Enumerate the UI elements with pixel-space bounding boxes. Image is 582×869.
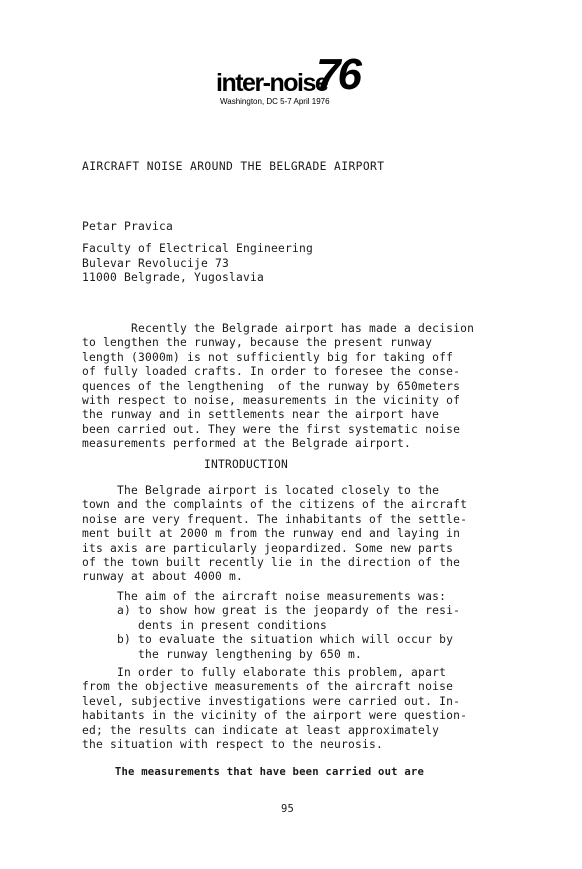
text-line: dents in present conditions (82, 618, 328, 632)
text-line: In order to fully elaborate this problem, apart (82, 666, 447, 679)
intro-paragraph-3 (82, 666, 467, 752)
intro-paragraph-4 (82, 765, 424, 779)
text-line: runway at about 4000 m. (82, 570, 244, 584)
text-line: town and the complaints of the citizens of the aircraft (82, 498, 468, 512)
abstract-paragraph (82, 322, 474, 452)
text-line: The Belgrade airport is located closely to the (82, 484, 440, 497)
logo-subtitle: Washington, DC 5-7 April 1976 (220, 97, 330, 106)
text-line: from the objective measurements of the aircraft noise (82, 680, 454, 694)
text-line: quences of the lengthening of the runway by 650meters (82, 379, 461, 393)
text-line: of the town built recently lie in the direction of the (82, 556, 461, 570)
logo-wordmark: inter-noise (216, 69, 328, 97)
logo-year-number: 76 (316, 50, 359, 99)
text-line: noise are very frequent. The inhabitants of the settle- (82, 512, 468, 526)
affiliation-line: 11000 Belgrade, Yugoslavia (82, 271, 265, 284)
intro-paragraph-1 (82, 484, 467, 585)
text-line: been carried out. They were the first systematic noise (82, 422, 461, 436)
author-name: Petar Pravica (82, 220, 174, 233)
text-line: the runway and in settlements near the airport have (82, 408, 440, 422)
text-line: ed; the results can indicate at least approximately (82, 723, 440, 737)
text-line: habitants in the vicinity of the airport were question- (82, 709, 468, 723)
text-line: Recently the Belgrade airport has made a decision (82, 322, 475, 335)
affiliation-block (82, 242, 313, 286)
conference-logo (216, 52, 366, 112)
text-line: the situation with respect to the neurosis. (82, 738, 384, 752)
page-number: 95 (281, 803, 295, 815)
text-line: The aim of the aircraft noise measurements was: (82, 590, 447, 603)
text-line: the runway lengthening by 650 m. (82, 647, 363, 661)
text-line: ment built at 2000 m from the runway end and laying in (82, 527, 461, 541)
paper-title: AIRCRAFT NOISE AROUND THE BELGRADE AIRPORT (82, 160, 385, 173)
text-line: level, subjective investigations were carried out. In- (82, 694, 461, 708)
text-line: of fully loaded crafts. In order to foresee the conse- (82, 365, 461, 379)
affiliation-line: Faculty of Electrical Engineering (82, 242, 314, 255)
text-line: to lengthen the runway, because the present runway (82, 336, 433, 350)
affiliation-line: Bulevar Revolucije 73 (82, 256, 230, 270)
text-line: with respect to noise, measurements in the vicinity of (82, 394, 461, 408)
text-line: its axis are particularly jeopardized. Some new parts (82, 541, 454, 555)
text-line: The measurements that have been carried out are (82, 766, 425, 778)
intro-paragraph-2 (82, 590, 460, 662)
list-item-a: a) to show how great is the jeopardy of the resi- (82, 604, 461, 618)
text-line: length (3000m) is not sufficiently big for taking off (82, 350, 454, 364)
section-heading: INTRODUCTION (204, 458, 289, 471)
text-line: measurements performed at the Belgrade airport. (82, 437, 412, 451)
list-item-b: b) to evaluate the situation which will occur by (82, 633, 454, 647)
